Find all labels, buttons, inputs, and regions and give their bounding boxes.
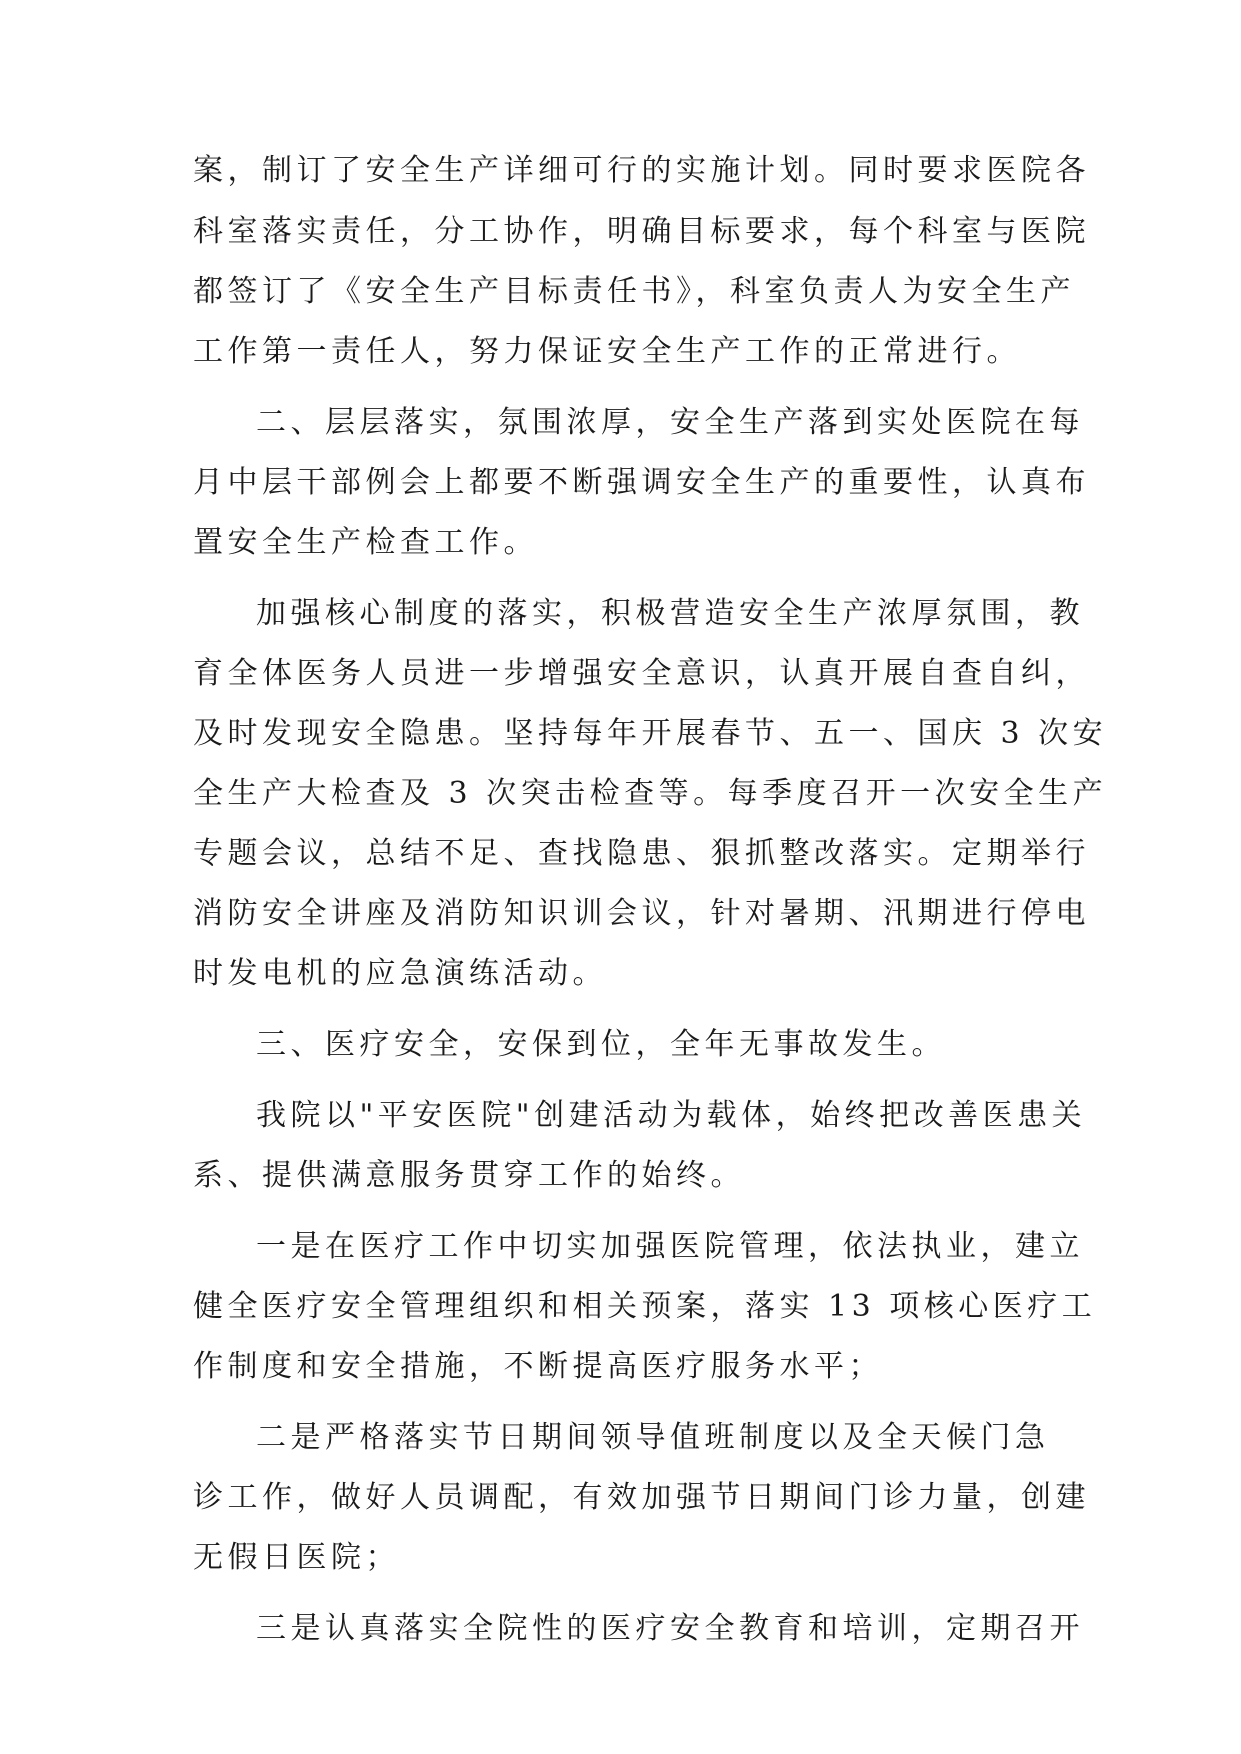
body-text-line: 科室落实责任，分工协作，明确目标要求，每个科室与医院	[193, 214, 1090, 249]
body-text-line: 及时发现安全隐患。坚持每年开展春节、五一、国庆 3 次安	[193, 716, 1108, 751]
paragraph-first-line: 一是在医疗工作中切实加强医院管理，依法执业，建立	[256, 1229, 1084, 1264]
paragraph-first-line: 二是严格落实节日期间领导值班制度以及全天候门急	[256, 1420, 1050, 1455]
body-text-line: 健全医疗安全管理组织和相关预案，落实 13 项核心医疗工	[193, 1289, 1097, 1324]
paragraph-first-line: 加强核心制度的落实，积极营造安全生产浓厚氛围，教	[256, 596, 1084, 631]
body-text-line: 系、提供满意服务贯穿工作的始终。	[193, 1158, 745, 1193]
body-text-line: 工作第一责任人，努力保证安全生产工作的正常进行。	[193, 334, 1021, 369]
body-text-line: 作制度和安全措施，不断提高医疗服务水平；	[193, 1349, 883, 1384]
paragraph-first-line: 我院以"平安医院"创建活动为载体，始终把改善医患关	[256, 1098, 1087, 1133]
body-text-line: 消防安全讲座及消防知识训会议，针对暑期、汛期进行停电	[193, 896, 1090, 931]
body-text-line: 诊工作，做好人员调配，有效加强节日期间门诊力量，创建	[193, 1480, 1090, 1515]
paragraph-first-line: 三是认真落实全院性的医疗安全教育和培训，定期召开	[256, 1611, 1084, 1646]
paragraph-first-line: 二、层层落实，氛围浓厚，安全生产落到实处医院在每	[256, 405, 1084, 440]
body-text-line: 时发电机的应急演练活动。	[193, 956, 607, 991]
body-text-line: 育全体医务人员进一步增强安全意识，认真开展自查自纠，	[193, 656, 1090, 691]
body-text-line: 专题会议，总结不足、查找隐患、狠抓整改落实。定期举行	[193, 836, 1090, 871]
body-text-line: 置安全生产检查工作。	[193, 525, 538, 560]
body-text-line: 无假日医院；	[193, 1540, 400, 1575]
body-text-line: 全生产大检查及 3 次突击检查等。每季度召开一次安全生产	[193, 776, 1108, 811]
body-text-line: 月中层干部例会上都要不断强调安全生产的重要性，认真布	[193, 465, 1090, 500]
body-text-line: 都签订了《安全生产目标责任书》，科室负责人为安全生产	[193, 274, 1075, 309]
paragraph-first-line: 三、医疗安全，安保到位，全年无事故发生。	[256, 1027, 946, 1062]
body-text-line: 案，制订了安全生产详细可行的实施计划。同时要求医院各	[193, 153, 1090, 188]
